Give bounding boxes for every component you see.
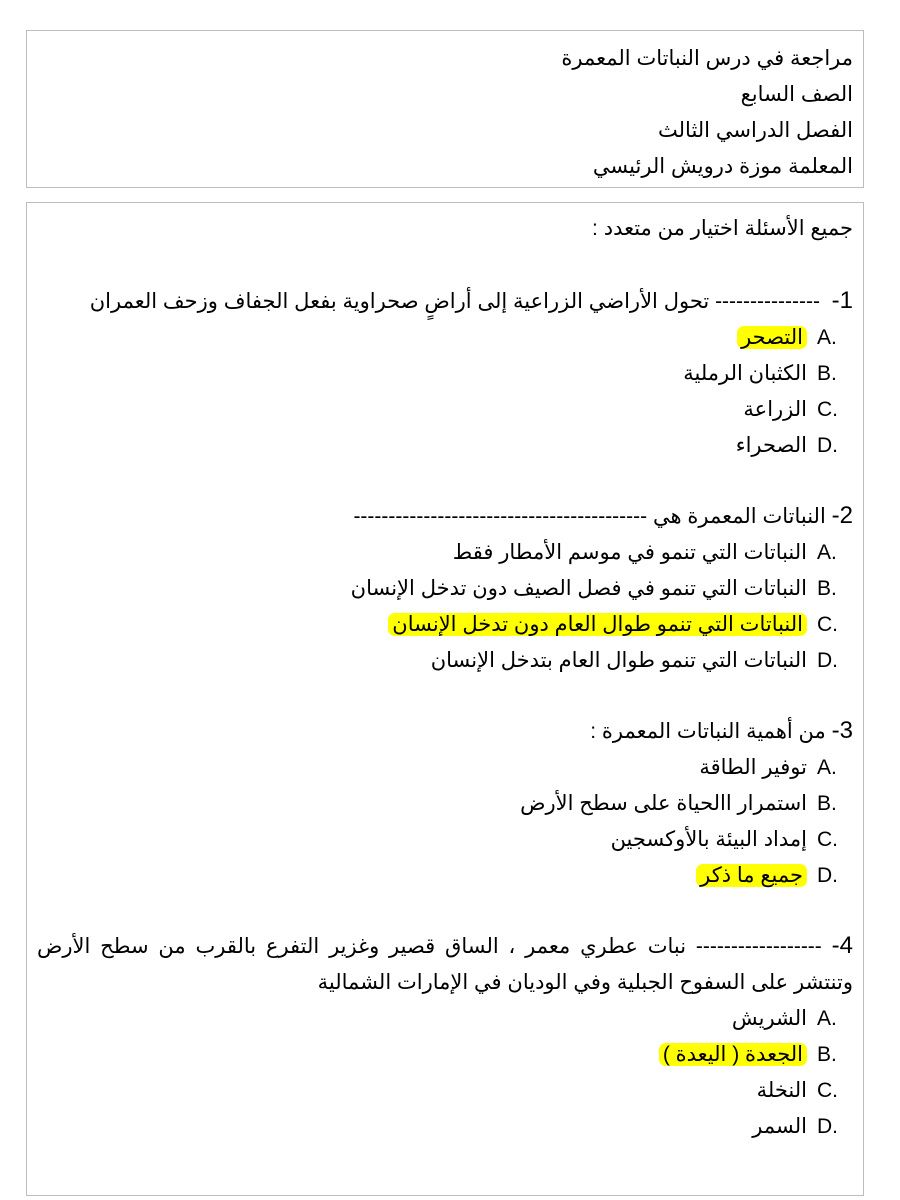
options-list bbox=[37, 320, 853, 464]
option-text-highlighted: الجعدة ( اليعدة ) bbox=[659, 1043, 807, 1066]
option-text: السمر bbox=[752, 1115, 807, 1138]
option-c[interactable] bbox=[37, 822, 853, 858]
option-letter: B. bbox=[817, 362, 837, 385]
option-text: الكثبان الرملية bbox=[683, 362, 807, 385]
grade-line: الصف السابع bbox=[740, 83, 853, 106]
question-text: من أهمية النباتات المعمرة : bbox=[590, 720, 826, 743]
option-text: النباتات التي تنمو في موسم الأمطار فقط bbox=[452, 541, 807, 564]
option-letter: D. bbox=[817, 649, 838, 672]
question-stem bbox=[37, 713, 853, 750]
option-text: الزراعة bbox=[743, 398, 807, 421]
option-c[interactable] bbox=[37, 1073, 853, 1109]
option-a[interactable] bbox=[37, 535, 853, 571]
question-3 bbox=[37, 713, 853, 894]
option-letter: B. bbox=[817, 577, 837, 600]
option-text: النباتات التي تنمو طوال العام بتدخل الإنسان bbox=[430, 649, 807, 672]
option-letter: C. bbox=[817, 1079, 838, 1102]
option-b[interactable] bbox=[37, 786, 853, 822]
option-b[interactable] bbox=[37, 1037, 853, 1073]
question-number: 4- bbox=[831, 932, 853, 959]
option-letter: C. bbox=[817, 828, 838, 851]
header-box bbox=[26, 30, 864, 188]
option-d[interactable] bbox=[37, 1109, 853, 1145]
option-text: الصحراء bbox=[735, 434, 807, 457]
option-text: الشريش bbox=[731, 1007, 807, 1030]
option-letter: D. bbox=[817, 1115, 838, 1138]
option-a[interactable] bbox=[37, 1001, 853, 1037]
option-text: النباتات التي تنمو في فصل الصيف دون تدخل الإنسان bbox=[350, 577, 807, 600]
question-text: --------------- تحول الأراضي الزراعية إلى أراضٍ صحراوية بفعل الجفاف وزحف العمران bbox=[89, 290, 820, 313]
option-b[interactable] bbox=[37, 356, 853, 392]
option-text-highlighted: التصحر bbox=[737, 326, 807, 349]
option-letter: A. bbox=[817, 1007, 837, 1030]
question-stem bbox=[37, 498, 853, 535]
instructions: جميع الأسئلة اختيار من متعدد : bbox=[592, 217, 853, 240]
question-text: النباتات المعمرة هي ------------------------------------------ bbox=[353, 505, 826, 528]
option-d[interactable] bbox=[37, 858, 853, 894]
option-letter: D. bbox=[817, 434, 838, 457]
option-c[interactable] bbox=[37, 392, 853, 428]
question-2 bbox=[37, 498, 853, 679]
option-b[interactable] bbox=[37, 571, 853, 607]
term-line: الفصل الدراسي الثالث bbox=[658, 119, 853, 142]
option-text-highlighted: النباتات التي تنمو طوال العام دون تدخل الإنسان bbox=[388, 613, 807, 636]
question-stem bbox=[37, 928, 853, 1001]
option-letter: A. bbox=[817, 756, 837, 779]
question-1 bbox=[37, 283, 853, 464]
question-number: 2- bbox=[831, 502, 853, 529]
option-letter: D. bbox=[817, 864, 838, 887]
option-d[interactable] bbox=[37, 428, 853, 464]
option-text: إمداد البيئة بالأوكسجين bbox=[610, 828, 807, 851]
question-number: 3- bbox=[831, 717, 853, 744]
lesson-title: مراجعة في درس النباتات المعمرة bbox=[561, 47, 853, 70]
option-text-highlighted: جميع ما ذكر bbox=[696, 864, 807, 887]
question-number: 1- bbox=[831, 287, 853, 314]
question-stem bbox=[37, 283, 853, 320]
options-list bbox=[37, 535, 853, 679]
option-letter: B. bbox=[817, 792, 837, 815]
question-4 bbox=[37, 928, 853, 1145]
option-a[interactable] bbox=[37, 320, 853, 356]
questions-box bbox=[26, 202, 864, 1196]
option-c[interactable] bbox=[37, 607, 853, 643]
teacher-line: المعلمة موزة درويش الرئيسي bbox=[592, 155, 853, 178]
option-text: توفير الطاقة bbox=[699, 756, 807, 779]
option-letter: A. bbox=[817, 326, 837, 349]
option-letter: A. bbox=[817, 541, 837, 564]
options-list bbox=[37, 1001, 853, 1145]
option-a[interactable] bbox=[37, 750, 853, 786]
option-d[interactable] bbox=[37, 643, 853, 679]
question-text: ------------------ نبات عطري معمر ، الساق قصير وغزير التفرع بالقرب من سطح الأرض وتنتشر على السفوح الجبلية وفي الوديان في الإمارات الشمالية bbox=[37, 935, 853, 994]
option-letter: C. bbox=[817, 613, 838, 636]
option-letter: C. bbox=[817, 398, 838, 421]
options-list bbox=[37, 750, 853, 894]
option-text: استمرار االحياة على سطح الأرض bbox=[520, 792, 807, 815]
option-text: النخلة bbox=[756, 1079, 807, 1102]
option-letter: B. bbox=[817, 1043, 837, 1066]
